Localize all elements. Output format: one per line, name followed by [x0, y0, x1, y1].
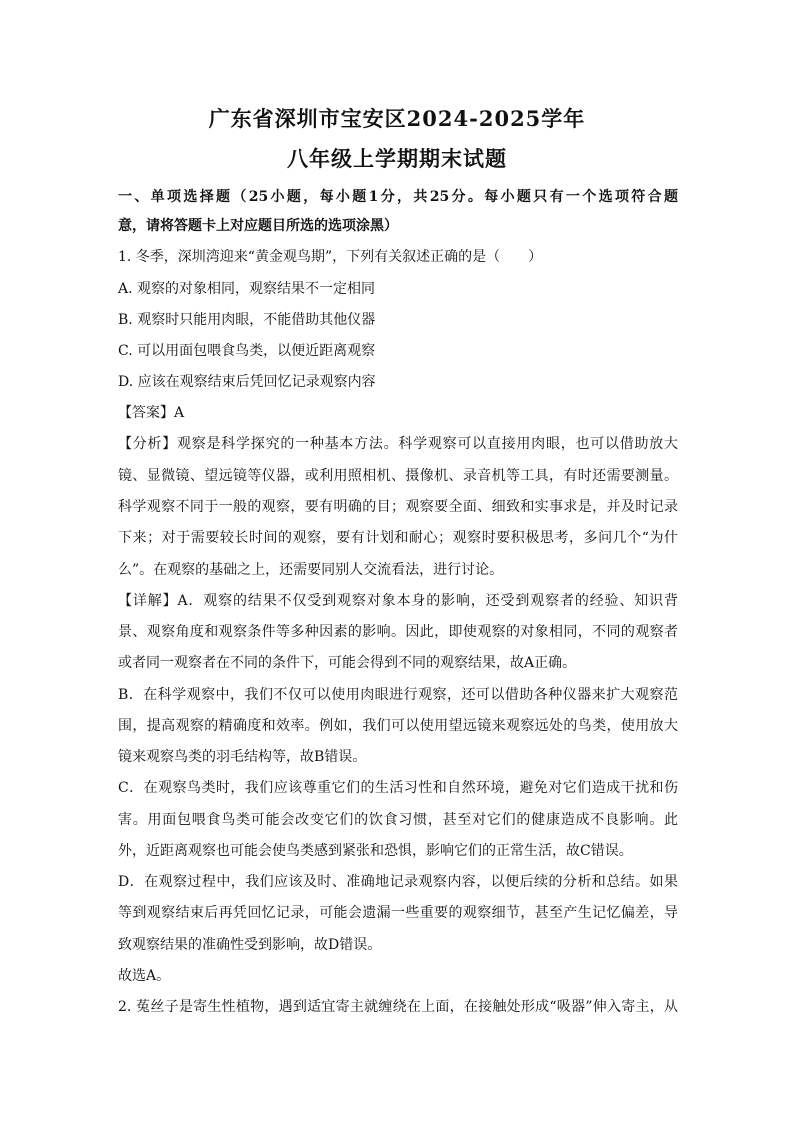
detail-line: 镜来观察鸟类的羽毛结构等，故B错误。 [118, 749, 367, 765]
detail-line: 害。用面包喂食鸟类可能会改变它们的饮食习惯，甚至对它们的健康造成不良影响。此 [118, 812, 678, 828]
detail-line: C．在观察鸟类时，我们应该尊重它们的生活习性和自然环境，避免对它们造成干扰和伤 [118, 780, 678, 796]
analysis-line: 【分析】观察是科学探究的一种基本方法。科学观察可以直接用肉眼，也可以借助放大 [118, 436, 678, 452]
analysis-line: 下来；对于需要较长时间的观察，要有计划和耐心；观察时要积极思考，多问几个“为什 [118, 530, 678, 546]
title-line-1: 广东省深圳市宝安区2024-2025学年 [208, 106, 586, 131]
detail-line: 故选A。 [118, 968, 171, 984]
question-1-answer: 【答案】A [118, 405, 185, 421]
detail-line: 景、观察角度和观察条件等多种因素的影响。因此，即使观察的对象相同，不同的观察者 [118, 624, 678, 640]
question-1-option-a: A. 观察的对象相同，观察结果不一定相同 [118, 281, 376, 297]
detail-line: B．在科学观察中，我们不仅可以使用肉眼进行观察，还可以借助各种仪器来扩大观察范 [118, 687, 678, 703]
detail-line: 【详解】A．观察的结果不仅受到观察对象本身的影响，还受到观察者的经验、知识背 [118, 593, 678, 609]
question-1-stem: 1. 冬季，深圳湾迎来“黄金观鸟期”，下列有关叙述正确的是（ ） [118, 249, 543, 265]
question-1-option-c: C. 可以用面包喂食鸟类，以便近距离观察 [118, 343, 376, 359]
detail-line: 等到观察结束后再凭回忆记录，可能会遗漏一些重要的观察细节，甚至产生记忆偏差，导 [118, 905, 678, 921]
title-line-2: 八年级上学期期末试题 [287, 146, 507, 171]
analysis-line: 镜、显微镜、望远镜等仪器，或利用照相机、摄像机、录音机等工具，有时还需要测量。 [118, 468, 678, 484]
detail-line: 外，近距离观察也可能会使鸟类感到紧张和恐惧，影响它们的正常生活，故C错误。 [118, 843, 633, 859]
analysis-line: 科学观察不同于一般的观察，要有明确的目；观察要全面、细致和实事求是，并及时记录 [118, 499, 678, 515]
question-1-option-b: B. 观察时只能用肉眼，不能借助其他仪器 [118, 312, 376, 328]
question-2-stem: 2. 菟丝子是寄生性植物，遇到适宜寄主就缠绕在上面，在接触处形成“吸器”伸入寄主，从 [118, 999, 678, 1015]
section-heading-line-2: 意，请将答题卡上对应题目所选的选项涂黑） [118, 218, 398, 234]
detail-line: 或者同一观察者在不同的条件下，可能会得到不同的观察结果，故A正确。 [118, 655, 577, 671]
question-1-option-d: D. 应该在观察结束后凭回忆记录观察内容 [118, 374, 376, 390]
detail-line: D．在观察过程中，我们应该及时、准确地记录观察内容，以便后续的分析和总结。如果 [118, 874, 678, 890]
detail-line: 致观察结果的准确性受到影响，故D错误。 [118, 937, 382, 953]
analysis-line: 么”。在观察的基础之上，还需要同别人交流看法，进行讨论。 [118, 562, 504, 578]
detail-line: 围，提高观察的精确度和效率。例如，我们可以使用望远镜来观察远处的鸟类，使用放大 [118, 718, 678, 734]
section-heading-line-1: 一、单项选择题（25小题，每小题1分，共25分。每小题只有一个选项符合题 [118, 189, 678, 205]
